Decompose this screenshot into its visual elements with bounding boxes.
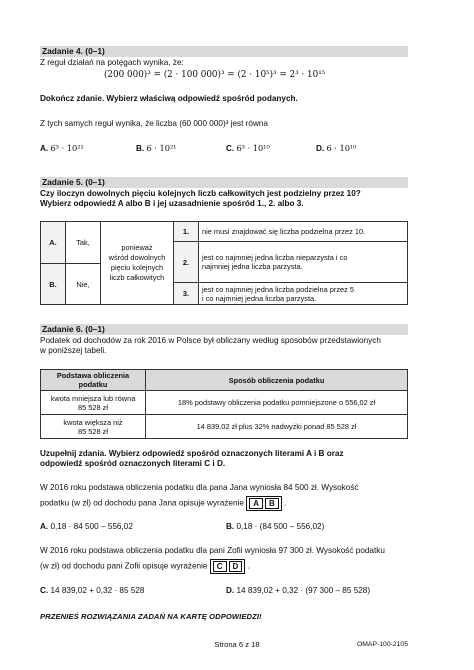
option-letter: C.	[40, 586, 49, 595]
base-line: 85 528 zł	[78, 426, 108, 436]
base-line: 85 528 zł	[78, 402, 108, 412]
task4-intro: Z reguł działań na potęgach wynika, że:	[40, 58, 184, 67]
tax-table-col1-header	[41, 370, 146, 391]
option-value: 14 839,02 + 0,32 · (97 300 – 85 528)	[236, 586, 371, 595]
option-c[interactable]	[40, 586, 144, 596]
box-c[interactable]: C	[213, 561, 227, 572]
answer-a-word: Tak,	[66, 222, 101, 264]
header-line: Podstawa obliczenia	[56, 371, 130, 380]
option-value: 6 · 10²¹	[146, 143, 177, 153]
option-letter: A.	[40, 522, 49, 531]
reason-1-text: nie musi znajdować się liczba podzielna przez 10.	[199, 222, 408, 242]
task4-question: Z tych samych reguł wynika, że liczba (60 000 000)³ jest równa	[40, 119, 268, 128]
option-letter: B.	[136, 144, 145, 153]
box-d[interactable]: D	[229, 561, 243, 572]
transfer-note: PRZENIEŚ ROZWIĄZANIA ZADAŃ NA KARTĘ ODPOWIEDZI!	[40, 612, 262, 621]
reason-2-line2: najmniej jedna liczba parzysta.	[202, 262, 303, 271]
task4-option-a[interactable]	[40, 143, 84, 154]
jan-line1: W 2016 roku podstawa obliczenia podatku dla pana Jana wyniosła 84 500 zł. Wysokość	[40, 483, 359, 492]
answer-b-letter[interactable]: B.	[41, 264, 66, 305]
zofia-line1: W 2016 roku podstawa obliczenia podatku dla pani Zofii wyniosła 97 300 zł. Wysokość podatku	[40, 546, 385, 555]
zofia-line2-text: (w zł) od dochodu pani Zofii opisuje wyrażenie	[40, 561, 208, 571]
option-letter: C.	[226, 144, 235, 153]
option-letter: B.	[226, 522, 235, 531]
task5-middle-cell	[101, 222, 174, 305]
task4-option-d[interactable]	[316, 143, 356, 154]
jan-line2-text: podatku (w zł) od dochodu pana Jana opisuje wyrażenie	[40, 498, 244, 508]
tax-table-col2-header: Sposób obliczenia podatku	[146, 370, 408, 391]
reason-2-text	[199, 242, 408, 283]
answer-a-letter[interactable]: A.	[41, 222, 66, 264]
option-d[interactable]	[226, 586, 370, 596]
reason-3-text	[199, 283, 408, 305]
base-line: kwota większa niż	[63, 417, 123, 427]
task5-header: Zadanie 5. (0–1)	[40, 177, 408, 188]
task6-instruction-line2: odpowiedź spośród oznaczonych literami C i D.	[40, 459, 226, 468]
header-line: podatku	[78, 380, 108, 389]
jan-answer-boxes	[246, 496, 282, 511]
base-line: kwota mniejsza lub równa	[50, 393, 136, 403]
option-value: 14 839,02 + 0,32 · 85 528	[50, 586, 145, 595]
task4-option-b[interactable]	[136, 143, 176, 154]
reason-3-line2: i co najmniej jedna liczba parzysta.	[202, 293, 317, 303]
tax-row1-method: 18% podstawy obliczenia podatku pomniejszone o 556,02 zł	[146, 391, 408, 415]
task6-intro-line2: w poniższej tabeli.	[40, 346, 107, 355]
tax-row2-method: 14 839,02 zł plus 32% nadwyżki ponad 85 528 zł	[146, 415, 408, 439]
option-value: 6³ · 10¹⁰	[236, 143, 270, 153]
task6-instruction-line1: Uzupełnij zdania. Wybierz odpowiedź spośród oznaczonych literami A i B oraz	[40, 449, 344, 458]
period: .	[247, 561, 250, 571]
task6-header: Zadanie 6. (0–1)	[40, 324, 408, 335]
option-a[interactable]	[40, 522, 133, 532]
tax-row2-base	[41, 415, 146, 439]
option-letter: D.	[316, 144, 325, 153]
option-value: 6 · 10¹⁰	[326, 143, 357, 153]
task4-option-c[interactable]	[226, 143, 270, 154]
reason-2-line1: jest co najmniej jedna liczba nieparzysta i co	[202, 253, 348, 262]
tax-row1-base	[41, 391, 146, 415]
period: .	[284, 498, 287, 508]
box-a[interactable]: A	[249, 498, 263, 509]
jan-line2	[40, 496, 286, 511]
reason-2-number[interactable]: 2.	[174, 242, 199, 283]
option-letter: A.	[40, 144, 49, 153]
option-value: 0,18 · 84 500 – 556,02	[50, 522, 133, 531]
task6-intro-line1: Podatek od dochodów za rok 2016 w Polsce był obliczany według sposobów przedstawionych	[40, 336, 381, 345]
middle-line: liczb całkowitych	[109, 273, 165, 282]
task4-header: Zadanie 4. (0–1)	[40, 46, 408, 57]
zofia-answer-boxes	[210, 559, 246, 574]
middle-line: wśród dowolnych	[108, 253, 166, 262]
option-value: 0,18 · (84 500 – 556,02)	[236, 522, 325, 531]
middle-line: pięciu kolejnych	[110, 263, 164, 272]
box-b[interactable]: B	[265, 498, 279, 509]
reason-3-number[interactable]: 3.	[174, 283, 199, 305]
exam-code: OMAP-100-2105	[356, 641, 408, 648]
task4-formula: (200 000)³ = (2 · 100 000)³ = (2 · 10⁵)³ = 2³ · 10¹⁵	[104, 70, 326, 80]
task5-question-line1: Czy iloczyn dowolnych pięciu kolejnych liczb całkowitych jest podzielny przez 10?	[40, 189, 361, 198]
task4-instruction: Dokończ zdanie. Wybierz właściwą odpowiedź spośród podanych.	[40, 94, 298, 103]
reason-3-line1: jest co najmniej jedna liczba podzielna przez 5	[202, 284, 355, 294]
answer-b-word: Nie,	[66, 264, 101, 305]
option-value: 6³ · 10²¹	[50, 143, 84, 153]
task5-answer-table	[40, 221, 408, 305]
option-b[interactable]	[226, 522, 324, 532]
tax-table	[40, 369, 408, 439]
reason-1-number[interactable]: 1.	[174, 222, 199, 242]
option-letter: D.	[226, 586, 235, 595]
task5-question-line2: Wybierz odpowiedź A albo B i jej uzasadnienie spośród 1., 2. albo 3.	[40, 199, 304, 208]
middle-line: ponieważ	[121, 243, 153, 252]
page-number: Strona 6 z 18	[214, 640, 260, 649]
zofia-line2	[40, 559, 250, 574]
